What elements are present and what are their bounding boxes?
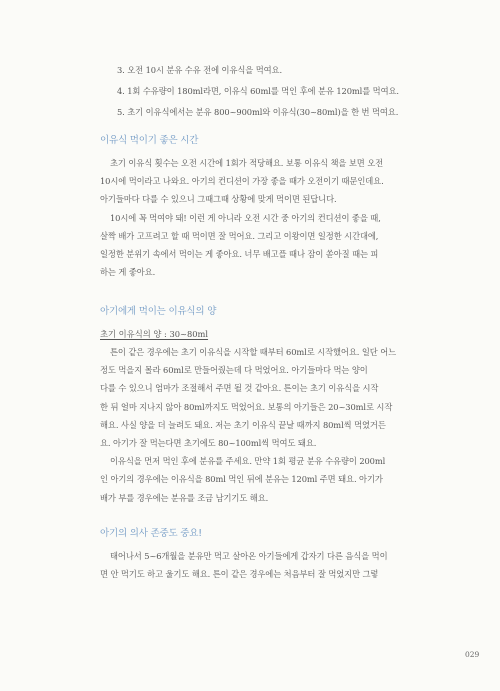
list-item: 5. 초기 이유식에서는 분유 800~900ml와 이유식(30~80ml)을 한 번 먹여요.	[117, 107, 399, 117]
text-line: 면 안 먹기도 하고 울기도 해요. 튼이 같은 경우에는 처음부터 잘 먹었지만 그렇	[100, 569, 379, 580]
numbered-list	[117, 60, 437, 123]
text-line: 10시에 먹이라고 나와요. 아기의 컨디션이 가장 좋을 때가 오전이기 때문인데요.	[100, 176, 384, 187]
text-line: 초기 이유식 횟수는 오전 시간에 1회가 적당해요. 보통 이유식 책을 보면 오전	[110, 158, 384, 168]
section-feeding-amount	[100, 305, 440, 507]
page-number: 029	[465, 650, 480, 659]
paragraph	[100, 343, 440, 452]
text-line: 태어나서 5~6개월을 분유만 먹고 살아온 아기들에게 갑자기 다른 음식을 먹이	[110, 551, 388, 561]
text-line: 아기들마다 다를 수 있으니 그때그때 상황에 맞게 먹이면 된답니다.	[100, 194, 337, 205]
paragraph	[100, 547, 440, 583]
list-item: 3. 오전 10시 분유 수유 전에 이유식을 먹여요.	[117, 65, 283, 75]
paragraph	[100, 452, 440, 507]
paragraph	[100, 209, 440, 282]
section-feeding-time	[100, 134, 440, 281]
section-heading: 아기에게 먹이는 이유식의 양	[100, 306, 217, 317]
section-subheading: 초기 이유식의 양 : 30~80ml	[100, 329, 209, 339]
paragraph	[100, 154, 440, 209]
text-line: 해요. 사실 양을 더 늘려도 돼요. 저는 초기 이유식 끝날 때까지 80ml씩 먹였거든	[100, 419, 386, 430]
text-line: 배가 부를 경우에는 분유를 조금 남기기도 해요.	[100, 492, 269, 503]
text-line: 일정한 분위기 속에서 먹이는 게 좋아요. 너무 배고플 때나 잠이 쏟아질 때는 피	[100, 248, 379, 259]
text-line: 정도 먹을지 몰라 60ml로 만들어줬는데 다 먹었어요. 아기들마다 먹는 양이	[100, 365, 368, 376]
section-heading: 아기의 의사 존중도 중요!	[100, 528, 202, 539]
section-respect-baby	[100, 527, 440, 583]
text-line: 요. 아기가 잘 먹는다면 초기에도 80~100ml씩 먹여도 돼요.	[100, 437, 317, 448]
text-line: 하는 게 좋아요.	[100, 267, 156, 278]
text-line: 10시에 꼭 먹여야 돼! 이런 게 아니라 오전 시간 중 아기의 컨디션이 좋을 때,	[110, 212, 381, 223]
text-line: 다를 수 있으니 엄마가 조절해서 주면 될 것 같아요. 튼이는 초기 이유식을 시작	[100, 383, 379, 394]
text-line: 한 뒤 얼마 지나지 않아 80ml까지도 먹었어요. 보통의 아기들은 20~30ml로 시작	[100, 401, 393, 412]
section-heading: 이유식 먹이기 좋은 시간	[100, 135, 199, 146]
text-line: 살짝 배가 고프려고 할 때 먹이면 잘 먹어요. 그리고 이왕이면 일정한 시간대에,	[100, 230, 379, 241]
list-item: 4. 1회 수유량이 180ml라면, 이유식 60ml를 먹인 후에 분유 120ml를 먹여요.	[117, 86, 399, 96]
text-line: 튼이 같은 경우에는 초기 이유식을 시작할 때부터 60ml로 시작했어요. 일단 어느	[110, 347, 397, 357]
text-line: 이유식을 먼저 먹인 후에 분유를 주세요. 만약 1회 평균 분유 수유량이 200ml	[110, 456, 386, 467]
text-line: 인 아기의 경우에는 이유식을 80ml 먹인 뒤에 분유는 120ml 주면 돼요. 아기가	[100, 474, 383, 485]
